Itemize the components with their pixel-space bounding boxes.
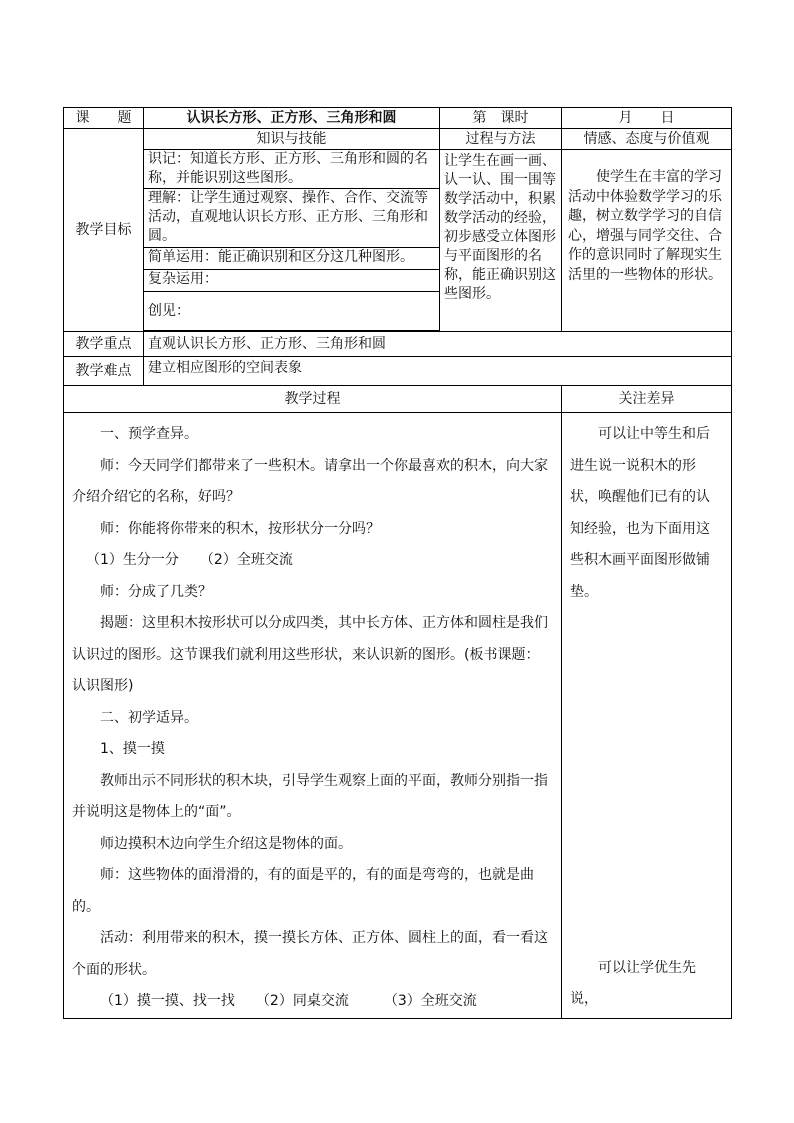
process-col-header: 教学过程	[64, 386, 562, 413]
emotion-col-header: 情感、态度与价值观	[562, 129, 732, 150]
diff-notes-cell	[562, 413, 732, 1019]
goal-create: 创见：	[144, 292, 440, 331]
goals-label: 教学目标	[64, 129, 144, 332]
process-line: 活动：利用带来的积木，摸一摸长方体、正方体、圆柱上的面，看一看这个面的形状。	[72, 930, 548, 978]
process-line: 一、预学查异。	[100, 426, 198, 442]
process-method-text: 让学生在画一画、认一认、围一围等数学活动中，积累数学活动的经验，初步感受立体图形与平面图形的名称，能正确识别这些图形。	[440, 150, 562, 332]
lesson-plan-sheet	[63, 107, 731, 1019]
process-line: 二、初学适异。	[100, 709, 198, 726]
process-line: 1、摸一摸	[100, 741, 165, 757]
goal-memorize-row	[64, 150, 732, 189]
topic-title: 认识长方形、正方形、三角形和圆	[144, 108, 440, 129]
process-line: 揭题：这里积木按形状可以分成四类，其中长方体、正方体和圆柱是我们认识过的图形。这节课我们就利用这些形状，来认识新的图形。(板书课题：认识图形)	[72, 615, 548, 694]
lesson-plan-table	[63, 107, 732, 1019]
process-body	[64, 413, 562, 1019]
process-line: （1）生分一分 （2）全班交流	[86, 552, 293, 568]
difficulty-row	[64, 357, 732, 386]
difficulty-text: 建立相应图形的空间表象	[144, 357, 732, 386]
diff-col-header: 关注差异	[562, 386, 732, 413]
diff-note-1: 可以让中等生和后进生说一说积木的形状，唤醒他们已有的认知经验，也为下面用这些积木画平面图形做铺垫。	[570, 426, 710, 600]
key-point-row	[64, 332, 732, 357]
knowledge-col-header: 知识与技能	[144, 129, 440, 150]
goal-simple-apply: 简单运用：能正确识别和区分这几种图形。	[144, 248, 440, 270]
process-line: 师：今天同学们都带来了一些积木。请拿出一个你最喜欢的积木，向大家介绍介绍它的名称，好吗？	[72, 457, 548, 505]
goals-header-row	[64, 129, 732, 150]
process-line: 教师出示不同形状的积木块，引导学生观察上面的平面，教师分别指一指并说明这是物体上的“面”。	[72, 772, 548, 820]
process-line: 师边摸积木边向学生介绍这是物体的面。	[100, 835, 352, 852]
goal-understand: 理解：让学生通过观察、操作、合作、交流等活动，直观地认识长方形、正方形、三角形和圆。	[144, 189, 440, 248]
goal-memorize: 识记：知道长方形、正方形、三角形和圆的名称，并能识别这些图形。	[144, 150, 440, 189]
header-row	[64, 108, 732, 129]
process-line: 师：这些物体的面滑滑的，有的面是平的，有的面是弯弯的，也就是曲的。	[72, 867, 534, 915]
lesson-number-label: 第 课时	[440, 108, 562, 129]
emotion-text: 使学生在丰富的学习活动中体验数学学习的乐趣，树立数学学习的自信心，增强与同学交往、合作的意识同时了解现实生活里的一些物体的形状。	[568, 169, 722, 283]
topic-label: 课 题	[64, 108, 144, 129]
process-body-row	[64, 413, 732, 1019]
key-point-text: 直观认识长方形、正方形、三角形和圆	[144, 332, 732, 357]
date-label: 月 日	[562, 108, 732, 129]
process-line: 师：分成了几类？	[100, 583, 212, 600]
process-col-header: 过程与方法	[440, 129, 562, 150]
diff-note-2: 可以让学优生先说，	[570, 959, 696, 1007]
process-header-row	[64, 386, 732, 413]
goal-complex-apply: 复杂运用：	[144, 270, 440, 292]
process-line: （1）摸一摸、找一找 （2）同桌交流 （3）全班交流	[100, 993, 477, 1009]
emotion-text-cell	[562, 150, 732, 332]
process-line: 师：你能将你带来的积木，按形状分一分吗？	[100, 520, 380, 537]
difficulty-label: 教学难点	[64, 357, 144, 386]
key-point-label: 教学重点	[64, 332, 144, 357]
